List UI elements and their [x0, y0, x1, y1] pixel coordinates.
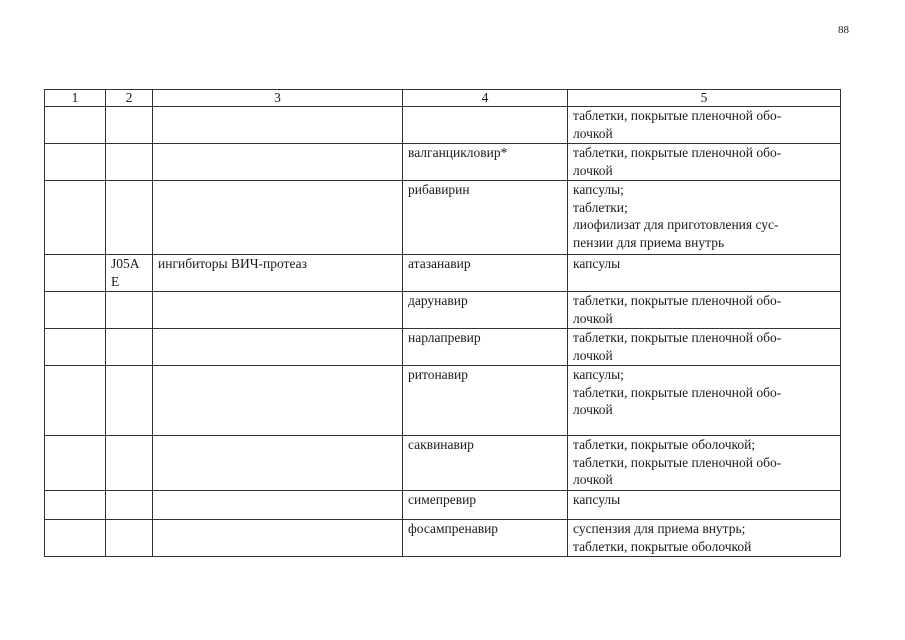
header-col-4: 4 — [403, 90, 568, 107]
drug-name-cell: валганцикловир* — [403, 144, 568, 181]
header-col-1: 1 — [45, 90, 106, 107]
atc-group-cell — [45, 255, 106, 292]
atc-code-cell — [106, 144, 153, 181]
dosage-form-cell: таблетки, покрытые пленочной обо- лочкой — [568, 292, 841, 329]
group-name-cell — [153, 107, 403, 144]
drug-name-cell: фосампренавир — [403, 520, 568, 557]
atc-group-cell — [45, 181, 106, 255]
drug-table — [44, 89, 841, 557]
table-row — [45, 520, 841, 557]
group-name-cell — [153, 436, 403, 491]
group-name-cell — [153, 144, 403, 181]
atc-code-cell — [106, 491, 153, 520]
atc-group-cell — [45, 292, 106, 329]
group-name-cell — [153, 520, 403, 557]
table-row — [45, 144, 841, 181]
group-name-cell — [153, 491, 403, 520]
table-row — [45, 366, 841, 436]
page-number: 88 — [838, 24, 849, 36]
drug-name-cell: симепревир — [403, 491, 568, 520]
atc-group-cell — [45, 366, 106, 436]
atc-group-cell — [45, 520, 106, 557]
atc-group-cell — [45, 436, 106, 491]
header-col-5: 5 — [568, 90, 841, 107]
table-row — [45, 255, 841, 292]
atc-code-cell — [106, 366, 153, 436]
table-row — [45, 292, 841, 329]
group-name-cell — [153, 366, 403, 436]
header-col-2: 2 — [106, 90, 153, 107]
atc-code-cell — [106, 181, 153, 255]
group-name-cell — [153, 181, 403, 255]
drug-name-cell: дарунавир — [403, 292, 568, 329]
atc-code-cell — [106, 107, 153, 144]
drug-name-cell: рибавирин — [403, 181, 568, 255]
atc-group-cell — [45, 329, 106, 366]
dosage-form-cell: таблетки, покрытые пленочной обо- лочкой — [568, 144, 841, 181]
table-row — [45, 436, 841, 491]
atc-code-cell — [106, 436, 153, 491]
table-row — [45, 107, 841, 144]
group-name-cell — [153, 292, 403, 329]
header-col-3: 3 — [153, 90, 403, 107]
table-row — [45, 181, 841, 255]
drug-name-cell — [403, 107, 568, 144]
dosage-form-cell: капсулы — [568, 255, 841, 292]
dosage-form-cell: таблетки, покрытые оболочкой; таблетки, покрытые пленочной обо- лочкой — [568, 436, 841, 491]
dosage-form-cell: капсулы; таблетки; лиофилизат для приготовления сус- пензии для приема внутрь — [568, 181, 841, 255]
dosage-form-cell: капсулы — [568, 491, 841, 520]
group-name-cell — [153, 329, 403, 366]
atc-code-cell: J05A E — [106, 255, 153, 292]
dosage-form-cell: таблетки, покрытые пленочной обо- лочкой — [568, 329, 841, 366]
atc-group-cell — [45, 144, 106, 181]
group-name-cell: ингибиторы ВИЧ-протеаз — [153, 255, 403, 292]
atc-group-cell — [45, 491, 106, 520]
dosage-form-cell: суспензия для приема внутрь; таблетки, покрытые оболочкой — [568, 520, 841, 557]
drug-name-cell: ритонавир — [403, 366, 568, 436]
atc-code-cell — [106, 329, 153, 366]
table-row — [45, 491, 841, 520]
table-header-row — [45, 90, 841, 107]
atc-group-cell — [45, 107, 106, 144]
drug-name-cell: нарлапревир — [403, 329, 568, 366]
drug-name-cell: атазанавир — [403, 255, 568, 292]
atc-code-cell — [106, 292, 153, 329]
dosage-form-cell: таблетки, покрытые пленочной обо- лочкой — [568, 107, 841, 144]
drug-name-cell: саквинавир — [403, 436, 568, 491]
dosage-form-cell: капсулы; таблетки, покрытые пленочной обо- лочкой — [568, 366, 841, 436]
table-row — [45, 329, 841, 366]
atc-code-cell — [106, 520, 153, 557]
